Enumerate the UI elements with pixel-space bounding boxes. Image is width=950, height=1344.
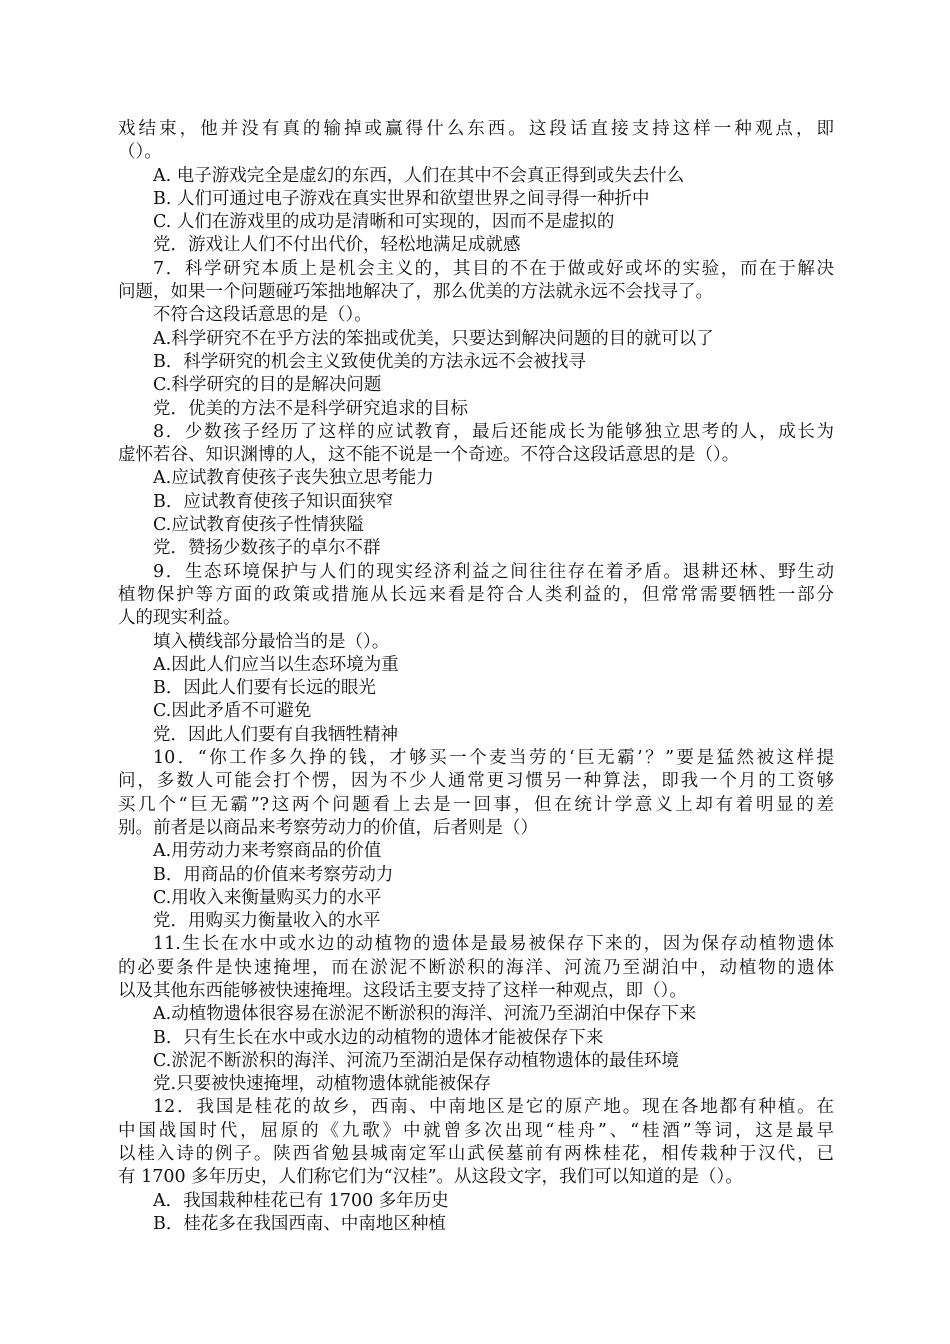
answer-option: C.应试教育使孩子性情狭隘 bbox=[153, 515, 364, 536]
answer-option: B．只有生长在水中或水边的动植物的遗体才能被保存下来 bbox=[153, 1027, 604, 1048]
answer-option: B．科学研究的机会主义致使优美的方法永远不会被找寻 bbox=[153, 351, 586, 372]
answer-option: A.应试教育使孩子丧失独立思考能力 bbox=[153, 468, 434, 489]
text-line: 中国战国时代，屈原的《九歌》中就曾多次出现“桂舟”、“桂酒”等词，这是最早 bbox=[118, 1120, 834, 1141]
text-line: 的必要条件是快速掩埋，而在淤泥不断淤积的海洋、河流乃至湖泊中，动植物的遗体 bbox=[118, 957, 834, 978]
text-line: 戏结束，他并没有真的输掉或赢得什么东西。这段话直接支持这样一种观点，即 bbox=[118, 119, 834, 139]
answer-option: C. 人们在游戏里的成功是清晰和可实现的，因而不是虚拟的 bbox=[153, 212, 615, 233]
text-line: 以桂入诗的例子。陕西省勉县城南定军山武侯墓前有两株桂花，相传栽种于汉代，已 bbox=[118, 1144, 834, 1165]
answer-option: B．用商品的价值来考察劳动力 bbox=[153, 864, 394, 885]
answer-option: B．因此人们要有长远的眼光 bbox=[153, 678, 376, 699]
answer-option: B．应试教育使孩子知识面狭窄 bbox=[153, 491, 394, 512]
question-8: 8．少数孩子经历了这样的应试教育，最后还能成长为能够独立思考的人，成长为 bbox=[153, 421, 834, 442]
answer-option: 党．优美的方法不是科学研究追求的目标 bbox=[153, 398, 468, 419]
text-line: 问，多数人可能会打个愣，因为不少人通常更习惯另一种算法，即我一个月的工资够 bbox=[118, 771, 834, 792]
answer-option: 党．赞扬少数孩子的卓尔不群 bbox=[153, 538, 381, 559]
text-line: 以及其他东西能够被快速掩埋。这段话主要支持了这样一种观点，即（）。 bbox=[118, 980, 687, 1001]
text-line: 植物保护等方面的政策或措施从长远来看是符合人类利益的，但常常需要牺牲一部分 bbox=[118, 584, 834, 605]
answer-option: A.动植物遗体很容易在淤泥不断淤积的海洋、河流乃至湖泊中保存下来 bbox=[153, 1004, 697, 1025]
answer-option: C.淤泥不断淤积的海洋、河流乃至湖泊是保存动植物遗体的最佳环境 bbox=[153, 1050, 679, 1071]
text-line: 别。前者是以商品来考察劳动力的价值，后者则是（） bbox=[118, 817, 538, 838]
answer-option: 党．游戏让人们不付出代价，轻松地满足成就感 bbox=[153, 235, 521, 256]
answer-option: A.因此人们应当以生态环境为重 bbox=[153, 654, 399, 675]
question-prompt: 填入横线部分最恰当的是（）。 bbox=[153, 631, 390, 652]
question-prompt: 不符合这段话意思的是（）。 bbox=[153, 305, 372, 326]
answer-option: B. 人们可通过电子游戏在真实世界和欲望世界之间寻得一种折中 bbox=[153, 188, 650, 209]
text-line: 人的现实利益。 bbox=[118, 608, 241, 629]
answer-option: 党．用购买力衡量收入的水平 bbox=[153, 911, 381, 932]
text-line: 买几个“巨无霸”?这两个问题看上去是一回事，但在统计学意义上却有着明显的差 bbox=[118, 794, 834, 815]
answer-option: A．我国栽种桂花已有 1700 多年历史 bbox=[153, 1190, 449, 1211]
answer-option: 党.只要被快速掩埋，动植物遗体就能被保存 bbox=[153, 1074, 492, 1095]
question-9: 9．生态环境保护与人们的现实经济利益之间往往存在着矛盾。退耕还林、野生动 bbox=[153, 561, 834, 582]
question-12: 12．我国是桂花的故乡，西南、中南地区是它的原产地。现在各地都有种植。在 bbox=[153, 1097, 834, 1118]
text-line: 虚怀若谷、知识渊博的人，这不能不说是一个奇迹。不符合这段话意思的是（）。 bbox=[118, 445, 740, 466]
answer-option: C.用收入来衡量购买力的水平 bbox=[153, 887, 382, 908]
answer-option: A. 电子游戏完全是虚幻的东西，人们在其中不会真正得到或失去什么 bbox=[153, 165, 685, 186]
answer-option: C.科学研究的目的是解决问题 bbox=[153, 375, 382, 396]
text-line: 问题，如果一个问题碰巧笨拙地解决了，那么优美的方法就永远不会找寻了。 bbox=[118, 282, 713, 303]
text-line: （）。 bbox=[118, 142, 162, 163]
answer-option: 党．因此人们要有自我牺牲精神 bbox=[153, 724, 398, 745]
answer-option: A.科学研究不在乎方法的笨拙或优美，只要达到解决问题的目的就可以了 bbox=[153, 328, 714, 349]
answer-option: B．桂花多在我国西南、中南地区种植 bbox=[153, 1213, 446, 1234]
question-10: 10．“你工作多久挣的钱，才够买一个麦当劳的‘巨无霸’？”要是猛然被这样提 bbox=[153, 748, 834, 769]
document-page bbox=[118, 118, 834, 1236]
question-7: 7．科学研究本质上是机会主义的，其目的不在于做或好或坏的实验，而在于解决 bbox=[153, 258, 834, 279]
question-11: 11.生长在水中或水边的动植物的遗体是最易被保存下来的，因为保存动植物遗体 bbox=[153, 934, 834, 955]
answer-option: C.因此矛盾不可避免 bbox=[153, 701, 312, 722]
text-line: 有 1700 多年历史，人们称它们为“汉桂”。从这段文字，我们可以知道的是（）。 bbox=[118, 1167, 743, 1188]
answer-option: A.用劳动力来考察商品的价值 bbox=[153, 841, 382, 862]
